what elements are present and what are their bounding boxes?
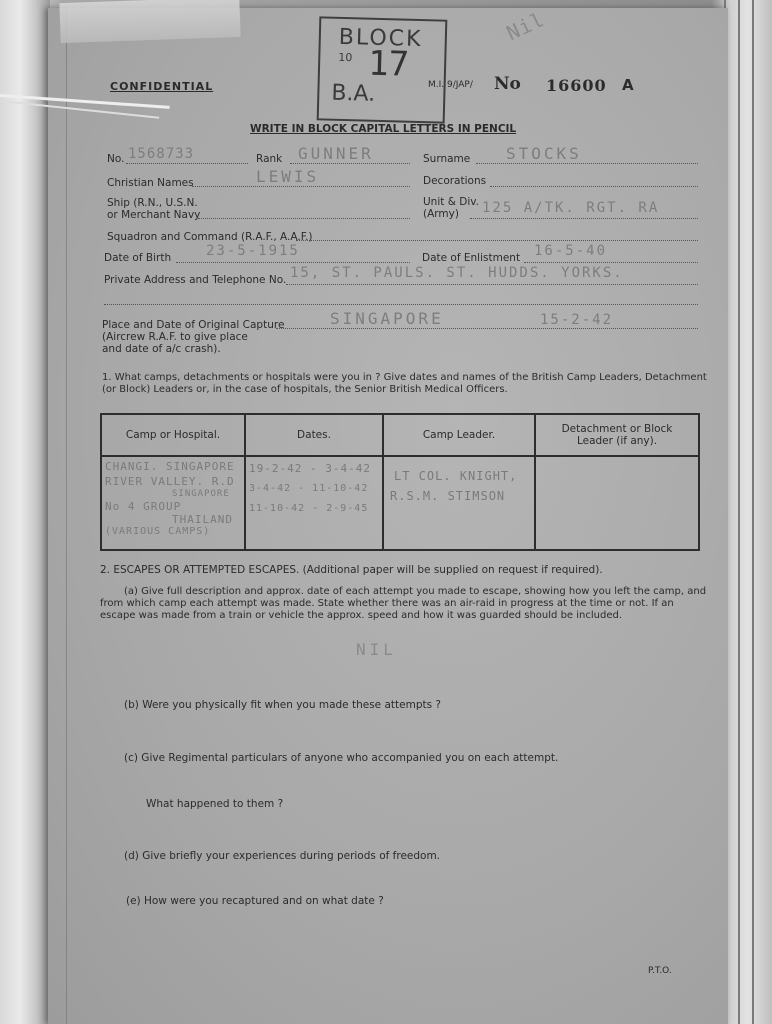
date-entry: 3-4-42 - 11-10-42 xyxy=(249,483,369,494)
camps-table xyxy=(100,413,700,551)
surname-value: STOCKS xyxy=(506,144,582,163)
squadron-label: Squadron and Command (R.A.F., A.A.F.) xyxy=(107,231,313,243)
capture-date-value: 15-2-42 xyxy=(540,312,614,328)
enlistment-label: Date of Enlistment xyxy=(422,252,521,264)
camp-entry: CHANGI. SINGAPORE xyxy=(105,460,235,473)
section2-a-line1: (a) Give full description and approx. date of each attempt you made to escape, showing how you left the camp, and xyxy=(124,586,707,597)
section2-b: (b) Were you physically fit when you made these attempts ? xyxy=(124,699,441,711)
christian-names-value: LEWIS xyxy=(256,167,320,186)
col-detachment-header: Detachment or Block Leader (if any). xyxy=(535,414,699,456)
service-no-value: 1568733 xyxy=(128,146,195,162)
underlying-sheet-left xyxy=(0,0,50,1024)
capture-label-line3: and date of a/c crash). xyxy=(102,343,221,355)
instruction-heading: WRITE IN BLOCK CAPITAL LETTERS IN PENCIL xyxy=(250,123,517,135)
section2-a-line3: escape was made from a train or vehicle the approx. speed and how it was guarded should be included. xyxy=(100,610,623,621)
rank-label: Rank xyxy=(256,153,283,165)
camp-entry: SINGAPORE xyxy=(172,489,230,499)
address-label: Private Address and Telephone No. xyxy=(104,274,287,286)
stamp-handwritten-number: 17 xyxy=(367,43,410,85)
capture-place-value: SINGAPORE xyxy=(330,309,444,328)
dob-label: Date of Birth xyxy=(104,252,172,264)
capture-label-line2: (Aircrew R.A.F. to give place xyxy=(102,331,248,343)
mi-reference: M.I. 9/JAP/ xyxy=(428,80,473,90)
leader-cell xyxy=(383,456,535,550)
section1-question-line1: 1. What camps, detachments or hospitals were you in ? Give dates and names of the British Camp Leaders, Detachment xyxy=(102,372,707,383)
col-camp-header: Camp or Hospital. xyxy=(101,414,245,456)
christian-names-label: Christian Names xyxy=(107,177,194,189)
camp-entry: RIVER VALLEY. R.D xyxy=(105,475,235,488)
section2-d: (d) Give briefly your experiences during periods of freedom. xyxy=(124,850,441,862)
stamp-ba-text: B.A. xyxy=(331,80,376,107)
camp-entry: No 4 GROUP xyxy=(105,500,182,513)
decorations-label: Decorations xyxy=(423,175,487,187)
unit-label-line1: Unit & Div. xyxy=(423,196,479,208)
camp-entry: THAILAND xyxy=(172,513,233,526)
form-suffix: A xyxy=(622,76,634,94)
col-dates-header: Dates. xyxy=(245,414,383,456)
escape-nil-answer: NIL xyxy=(356,640,397,659)
stamp-block-text: BLOCK xyxy=(338,24,423,53)
form-number: 16600 xyxy=(546,76,607,95)
handwritten-nil-top: Nil xyxy=(502,6,549,46)
date-entry: 11-10-42 - 2-9-45 xyxy=(249,503,369,514)
section2-c-what-happened: What happened to them ? xyxy=(146,798,284,810)
leader-entry: R.S.M. STIMSON xyxy=(390,489,506,503)
block-stamp xyxy=(317,16,448,123)
date-entry: 19-2-42 - 3-4-42 xyxy=(249,462,371,475)
section1-question-line2: (or Block) Leaders or, in the case of hospitals, the Senior British Medical Officers. xyxy=(102,384,508,395)
torn-tape xyxy=(59,0,240,43)
stamp-small-number: 10 xyxy=(338,50,353,65)
leader-entry: LT COL. KNIGHT, xyxy=(394,469,518,483)
dob-value: 23-5-1915 xyxy=(206,243,300,259)
rank-value: GUNNER xyxy=(298,144,374,163)
unit-value: 125 A/TK. RGT. RA xyxy=(482,200,660,216)
detachment-cell xyxy=(535,456,699,550)
section2-c: (c) Give Regimental particulars of anyone who accompanied you on each attempt. xyxy=(124,752,559,764)
pto-label: P.T.O. xyxy=(648,966,672,976)
camps-cell xyxy=(101,456,245,550)
section2-e: (e) How were you recaptured and on what date ? xyxy=(126,895,384,907)
col-leader-header: Camp Leader. xyxy=(383,414,535,456)
camp-entry: (VARIOUS CAMPS) xyxy=(105,526,211,537)
section2-a-line2: from which camp each attempt was made. State whether there was an air-raid in progress at the time or not. If an xyxy=(100,598,674,609)
section2-title: 2. ESCAPES OR ATTEMPTED ESCAPES. (Additional paper will be supplied on request if required). xyxy=(100,564,603,576)
unit-label-line2: (Army) xyxy=(423,208,459,220)
enlistment-value: 16-5-40 xyxy=(534,243,608,259)
number-label: No xyxy=(494,74,521,94)
service-no-label: No. xyxy=(107,153,125,165)
ship-label-line1: Ship (R.N., U.S.N. xyxy=(107,197,198,209)
surname-label: Surname xyxy=(423,153,471,165)
address-value: 15, ST. PAULS. ST. HUDDS. YORKS. xyxy=(290,265,624,281)
capture-label-line1: Place and Date of Original Capture xyxy=(102,319,285,331)
dates-cell xyxy=(245,456,383,550)
confidential-label: CONFIDENTIAL xyxy=(110,80,214,93)
ship-label-line2: or Merchant Navy xyxy=(107,209,201,221)
